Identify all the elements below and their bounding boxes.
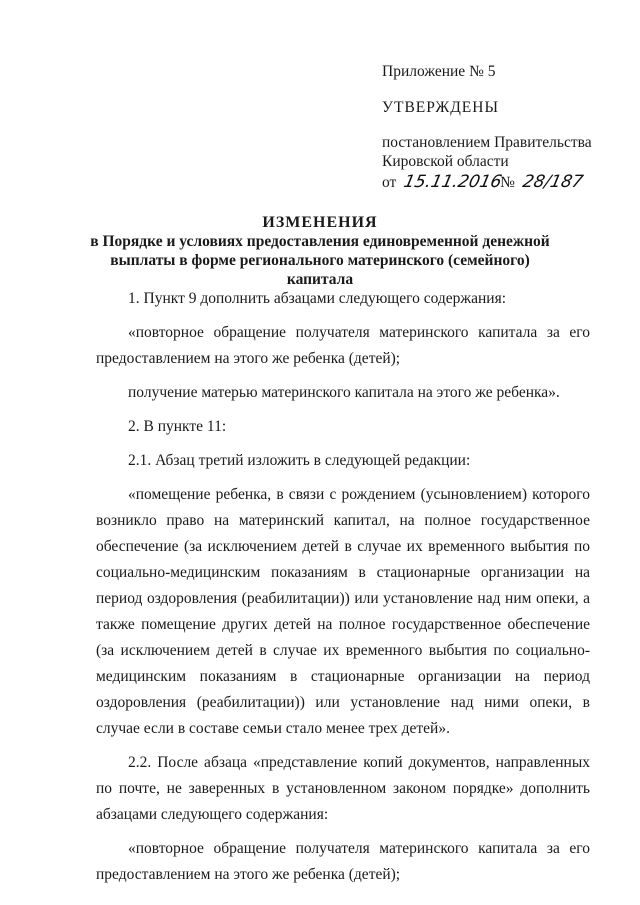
approved-label: УТВЕРЖДЕНЫ: [382, 99, 499, 116]
decree-line-1: постановлением Правительства: [382, 134, 592, 151]
handwritten-date: 15.11.2016: [402, 172, 504, 192]
document-heading: [90, 213, 550, 289]
decree-date-line: [382, 172, 622, 193]
paragraph-3: получение матерью материнского капитала на этого же ребенка».: [128, 384, 560, 401]
date-prefix: от: [382, 174, 397, 191]
number-prefix: №: [500, 174, 515, 191]
paragraph-8: «повторное обращение получателя материнского капитала за его предоставлением на этого же ребенка (детей);: [96, 840, 590, 883]
heading-line-1: в Порядке и условиях предоставления единовременной денежной: [90, 233, 550, 250]
heading-title: ИЗМЕНЕНИЯ: [262, 214, 378, 231]
document-body: [96, 286, 590, 888]
decree-line-2: Кировской области: [382, 153, 509, 170]
paragraph-7: 2.2. После абзаца «представление копий документов, направленных по почте, не заверенных в установленном законом порядке» дополнить абзацами следующего содержания:: [96, 754, 590, 823]
paragraph-2: «повторное обращение получателя материнского капитала за его предоставлением на этого же ребенка (детей);: [96, 324, 590, 367]
paragraph-6: «помещение ребенка, в связи с рождением (усыновлением) которого возникло право на материнский капитал, на полное государственное обеспечение (за исключением детей в случае их временного выбытия по социально-медицинским показаниям в стационарные организации на период оздоровления (реабилитации)) или установление над ним опеки, а также помещение других детей на полное государственное обеспечение (за исключением детей в случае их временного выбытия по социально-медицинским показаниям в стационарные организации на период оздоровления (реабилитации)) или установление над ними опеки, в случае если в составе семьи стало менее трех детей».: [96, 486, 590, 737]
heading-line-2: выплаты в форме регионального материнского (семейного) капитала: [110, 252, 530, 288]
paragraph-5: 2.1. Абзац третий изложить в следующей редакции:: [128, 452, 471, 469]
approval-block: [382, 62, 622, 193]
handwritten-number: 28/187: [520, 172, 585, 192]
paragraph-4: 2. В пункте 11:: [128, 418, 227, 435]
appendix-number: Приложение № 5: [382, 63, 496, 80]
paragraph-1: 1. Пункт 9 дополнить абзацами следующего содержания:: [128, 290, 507, 307]
